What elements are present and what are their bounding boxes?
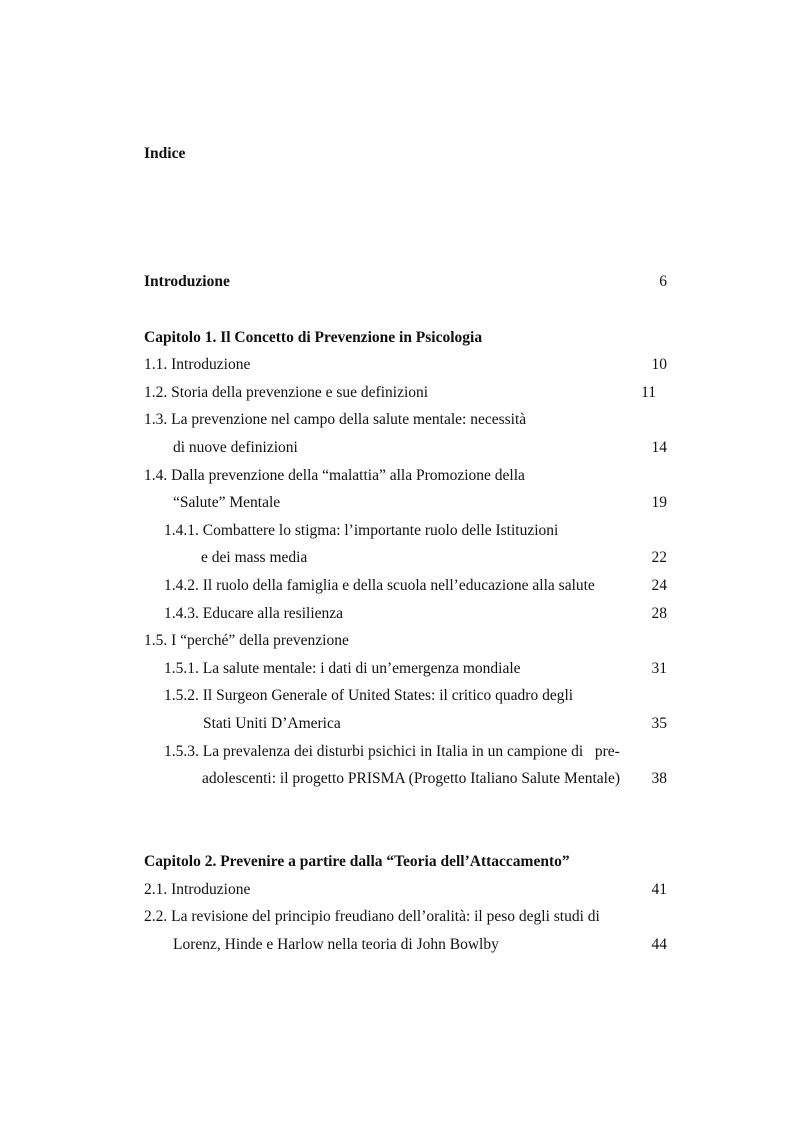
toc-entry-1-5: 1.5. I “perché” della prevenzione <box>144 632 349 649</box>
toc-page-1-4-2: 24 <box>651 577 667 594</box>
chapter-2-heading: Capitolo 2. Prevenire a partire dalla “Teoria dell’Attaccamento” <box>144 853 570 870</box>
toc-page-2-1: 41 <box>651 881 667 898</box>
toc-page-1-3: 14 <box>651 439 667 456</box>
toc-entry-1-4-1-line1: 1.4.1. Combattere lo stigma: l’importante ruolo delle Istituzioni <box>164 522 559 539</box>
toc-entry-1-5-2-line2: Stati Uniti D’America <box>203 715 341 732</box>
toc-page-1-4-1: 22 <box>651 549 667 566</box>
toc-page-2-2: 44 <box>651 936 667 953</box>
toc-entry-1-1: 1.1. Introduzione <box>144 356 251 373</box>
toc-entry-2-1: 2.1. Introduzione <box>144 881 251 898</box>
toc-entry-1-4-2: 1.4.2. Il ruolo della famiglia e della scuola nell’educazione alla salute <box>164 577 595 594</box>
toc-entry-1-4-3: 1.4.3. Educare alla resilienza <box>164 605 344 622</box>
toc-entry-1-3-line1: 1.3. La prevenzione nel campo della salute mentale: necessità <box>144 411 527 428</box>
toc-entry-1-4-line1: 1.4. Dalla prevenzione della “malattia” alla Promozione della <box>144 467 525 484</box>
toc-intro-page: 6 <box>659 273 667 290</box>
toc-entry-1-3-line2: di nuove definizioni <box>173 439 298 456</box>
toc-entry-1-4-line2: “Salute” Mentale <box>173 494 281 511</box>
toc-page-1-5-2: 35 <box>651 715 667 732</box>
toc-entry-2-2-line1: 2.2. La revisione del principio freudiano dell’oralità: il peso degli studi di <box>144 908 600 925</box>
page-title: Indice <box>144 145 186 162</box>
toc-page-1-5-3: 38 <box>651 770 667 787</box>
toc-intro-label: Introduzione <box>144 273 230 290</box>
toc-entry-1-4-1-line2: e dei mass media <box>201 549 308 566</box>
toc-page-1-2: 11 <box>641 384 656 401</box>
toc-entry-1-5-3-line1: 1.5.3. La prevalenza dei disturbi psichici in Italia in un campione di pre- <box>164 743 620 760</box>
toc-entry-1-5-3-line2: adolescenti: il progetto PRISMA (Progetto Italiano Salute Mentale) <box>202 770 620 787</box>
toc-page-1-5-1: 31 <box>651 660 667 677</box>
toc-page-1-4-3: 28 <box>651 605 667 622</box>
toc-page-1-1: 10 <box>651 356 667 373</box>
chapter-1-heading: Capitolo 1. Il Concetto di Prevenzione in Psicologia <box>144 329 483 346</box>
toc-page-1-4: 19 <box>651 494 667 511</box>
toc-entry-1-5-1: 1.5.1. La salute mentale: i dati di un’emergenza mondiale <box>164 660 521 677</box>
toc-entry-2-2-line2: Lorenz, Hinde e Harlow nella teoria di John Bowlby <box>173 936 499 953</box>
toc-entry-1-2: 1.2. Storia della prevenzione e sue definizioni <box>144 384 429 401</box>
toc-entry-1-5-2-line1: 1.5.2. Il Surgeon Generale of United States: il critico quadro degli <box>164 687 574 704</box>
